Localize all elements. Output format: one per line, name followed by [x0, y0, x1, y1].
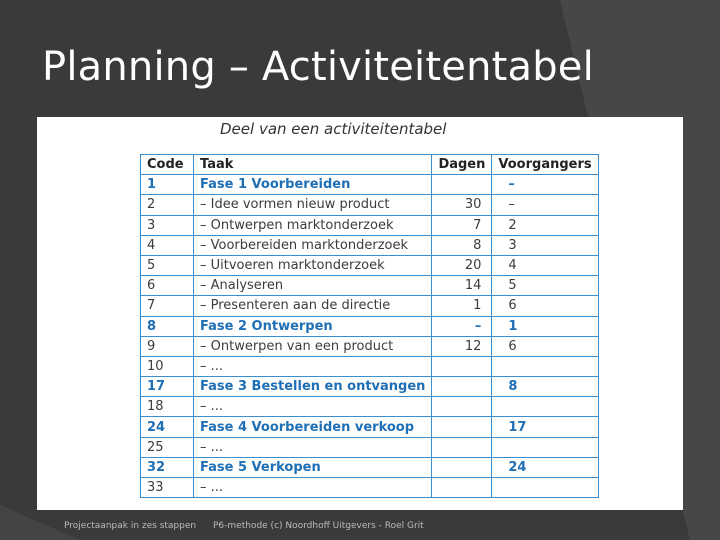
cell-voorgangers: 1: [492, 316, 598, 336]
cell-code: 32: [141, 457, 194, 477]
cell-taak: – Presenteren aan de directie: [194, 296, 432, 316]
cell-taak: – Voorbereiden marktonderzoek: [194, 235, 432, 255]
cell-voorgangers: 24: [492, 457, 598, 477]
table-row: [141, 255, 599, 275]
slide-title: Planning – Activiteitentabel: [42, 44, 594, 90]
cell-voorgangers: 3: [492, 235, 598, 255]
cell-taak: Fase 2 Ontwerpen: [194, 316, 432, 336]
cell-taak: – ...: [194, 437, 432, 457]
cell-taak: Fase 1 Voorbereiden: [194, 175, 432, 195]
cell-code: 8: [141, 316, 194, 336]
cell-dagen: [432, 397, 492, 417]
cell-voorgangers: 2: [492, 215, 598, 235]
cell-dagen: 20: [432, 255, 492, 275]
table-row: [141, 478, 599, 498]
footer-right: P6-methode (c) Noordhoff Uitgevers - Roel Grit: [213, 521, 424, 531]
cell-voorgangers: [492, 437, 598, 457]
table-row: [141, 175, 599, 195]
cell-code: 33: [141, 478, 194, 498]
table-header-row: [141, 155, 599, 175]
table-row: [141, 397, 599, 417]
cell-dagen: [432, 377, 492, 397]
cell-voorgangers: 6: [492, 336, 598, 356]
cell-dagen: [432, 175, 492, 195]
cell-dagen: 1: [432, 296, 492, 316]
table-row: [141, 377, 599, 397]
cell-dagen: [432, 437, 492, 457]
cell-code: 25: [141, 437, 194, 457]
cell-voorgangers: [492, 478, 598, 498]
cell-code: 17: [141, 377, 194, 397]
table-row: [141, 235, 599, 255]
cell-dagen: [432, 417, 492, 437]
table-row: [141, 296, 599, 316]
cell-voorgangers: [492, 356, 598, 376]
cell-voorgangers: –: [492, 195, 598, 215]
header-code: Code: [141, 155, 194, 175]
cell-dagen: [432, 356, 492, 376]
table-image-panel: [37, 117, 683, 510]
cell-voorgangers: 8: [492, 377, 598, 397]
cell-taak: Fase 4 Voorbereiden verkoop: [194, 417, 432, 437]
cell-voorgangers: 6: [492, 296, 598, 316]
cell-voorgangers: 4: [492, 255, 598, 275]
cell-taak: Fase 3 Bestellen en ontvangen: [194, 377, 432, 397]
cell-dagen: 7: [432, 215, 492, 235]
footer-left: Projectaanpak in zes stappen: [64, 521, 197, 531]
activity-table: [140, 154, 599, 498]
cell-dagen: 12: [432, 336, 492, 356]
table-row: [141, 276, 599, 296]
cell-taak: – ...: [194, 397, 432, 417]
cell-dagen: [432, 457, 492, 477]
header-voorgangers: Voorgangers: [492, 155, 598, 175]
cell-taak: – ...: [194, 478, 432, 498]
table-caption: Deel van een activiteitentabel: [220, 120, 447, 138]
cell-code: 6: [141, 276, 194, 296]
cell-taak: – Uitvoeren marktonderzoek: [194, 255, 432, 275]
cell-dagen: 8: [432, 235, 492, 255]
table-row: [141, 437, 599, 457]
cell-voorgangers: 17: [492, 417, 598, 437]
header-taak: Taak: [194, 155, 432, 175]
cell-taak: – Analyseren: [194, 276, 432, 296]
cell-code: 2: [141, 195, 194, 215]
cell-dagen: 30: [432, 195, 492, 215]
cell-dagen: 14: [432, 276, 492, 296]
table-row: [141, 215, 599, 235]
cell-code: 7: [141, 296, 194, 316]
cell-code: 24: [141, 417, 194, 437]
cell-dagen: [432, 478, 492, 498]
cell-voorgangers: [492, 397, 598, 417]
cell-taak: – Ontwerpen van een product: [194, 336, 432, 356]
cell-taak: Fase 5 Verkopen: [194, 457, 432, 477]
cell-dagen: –: [432, 316, 492, 336]
cell-taak: – Ontwerpen marktonderzoek: [194, 215, 432, 235]
cell-code: 9: [141, 336, 194, 356]
cell-code: 1: [141, 175, 194, 195]
table-row: [141, 457, 599, 477]
cell-code: 5: [141, 255, 194, 275]
table-row: [141, 417, 599, 437]
cell-code: 4: [141, 235, 194, 255]
table-row: [141, 195, 599, 215]
cell-code: 3: [141, 215, 194, 235]
header-dagen: Dagen: [432, 155, 492, 175]
table-row: [141, 336, 599, 356]
cell-voorgangers: –: [492, 175, 598, 195]
cell-voorgangers: 5: [492, 276, 598, 296]
table-row: [141, 316, 599, 336]
cell-taak: – ...: [194, 356, 432, 376]
cell-taak: – Idee vormen nieuw product: [194, 195, 432, 215]
table-row: [141, 356, 599, 376]
cell-code: 18: [141, 397, 194, 417]
cell-code: 10: [141, 356, 194, 376]
